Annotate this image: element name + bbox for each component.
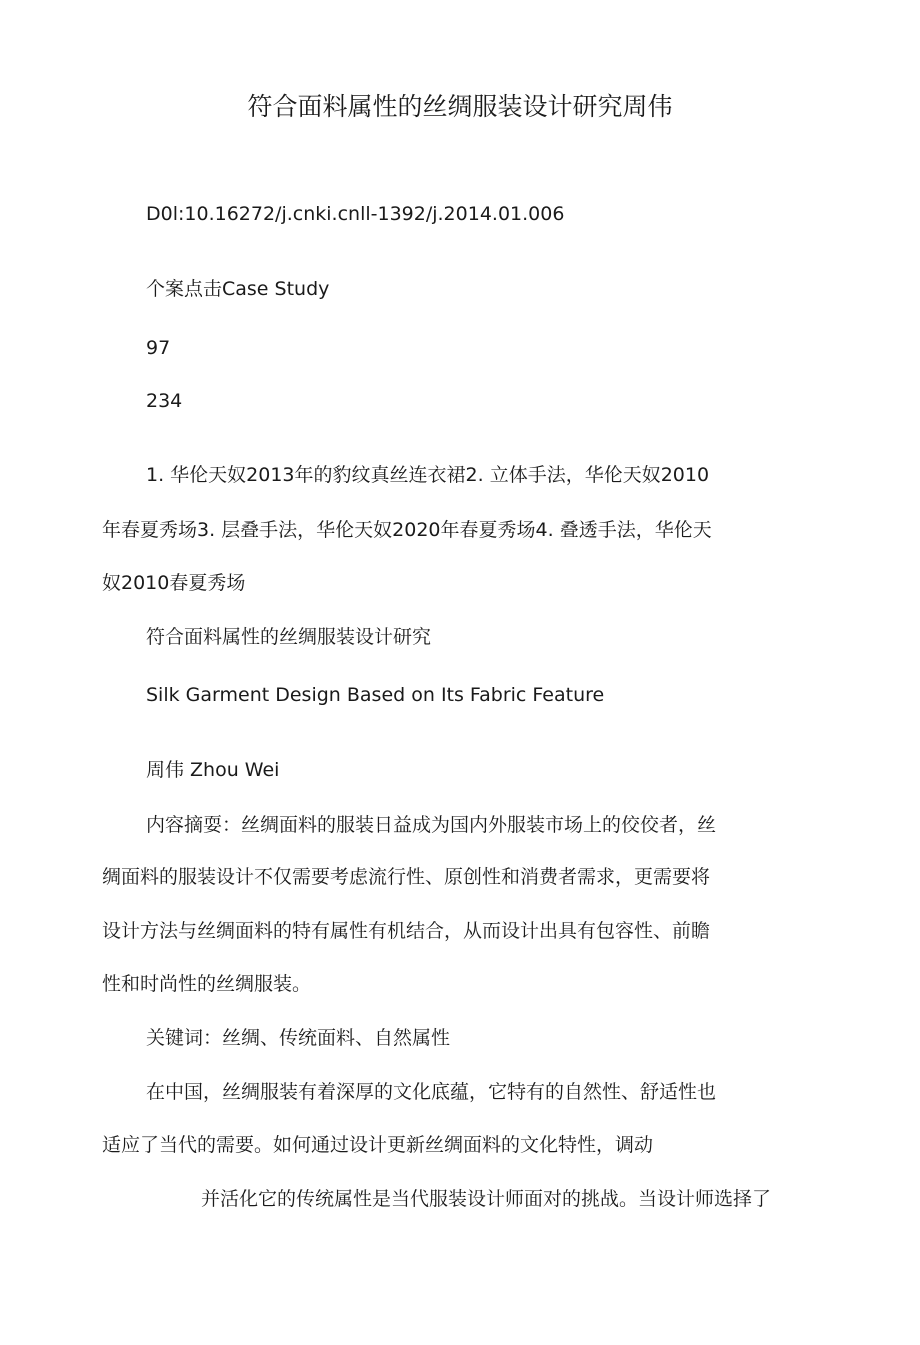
- body-line: 适应了当代的需要。如何通过设计更新丝绸面料的文化特性，调动: [102, 1134, 654, 1156]
- section-label: 个案点击Case Study: [146, 278, 330, 300]
- author-line: 周伟 Zhou Wei: [146, 759, 280, 781]
- document-title: 符合面料属性的丝绸服装设计研究周伟: [247, 92, 673, 121]
- abstract-line: 设计方法与丝绸面料的特有属性有机结合，从而设计出具有包容性、前瞻: [102, 920, 711, 942]
- keywords-line: 关键词：丝绸、传统面料、自然属性: [146, 1027, 451, 1049]
- body-line: 在中国，丝绸服装有着深厚的文化底蕴，它特有的自然性、舒适性也: [146, 1081, 717, 1103]
- abstract-line: 内容摘耍：丝绸面料的服装日益成为国内外服装市场上的佼佼者，丝: [146, 814, 717, 836]
- caption-line: 奴2010春夏秀场: [102, 572, 246, 594]
- page-number: 234: [146, 390, 183, 412]
- page-number: 97: [146, 337, 171, 359]
- abstract-line: 绸面料的服装设计不仅需要考虑流行性、原创性和消费者需求，更需要将: [102, 866, 711, 888]
- body-line: 并活化它的传统属性是当代服装设计师面对的挑战。当设计师选择了: [201, 1188, 772, 1210]
- caption-line: 年春夏秀场3. 层叠手法，华伦天奴2020年春夏秀场4. 叠透手法，华伦天: [102, 519, 712, 541]
- doi-line: D0l:10.16272/j.cnki.cnll-1392/j.2014.01.006: [146, 203, 565, 225]
- abstract-line: 性和时尚性的丝绸服装。: [102, 973, 312, 995]
- caption-line: 1. 华伦天奴2013年的豹纹真丝连衣裙2. 立体手法，华伦天奴2010: [146, 464, 710, 486]
- article-title-cn: 符合面料属性的丝绸服装设计研究: [146, 626, 432, 648]
- article-title-en: Silk Garment Design Based on Its Fabric Feature: [146, 684, 605, 706]
